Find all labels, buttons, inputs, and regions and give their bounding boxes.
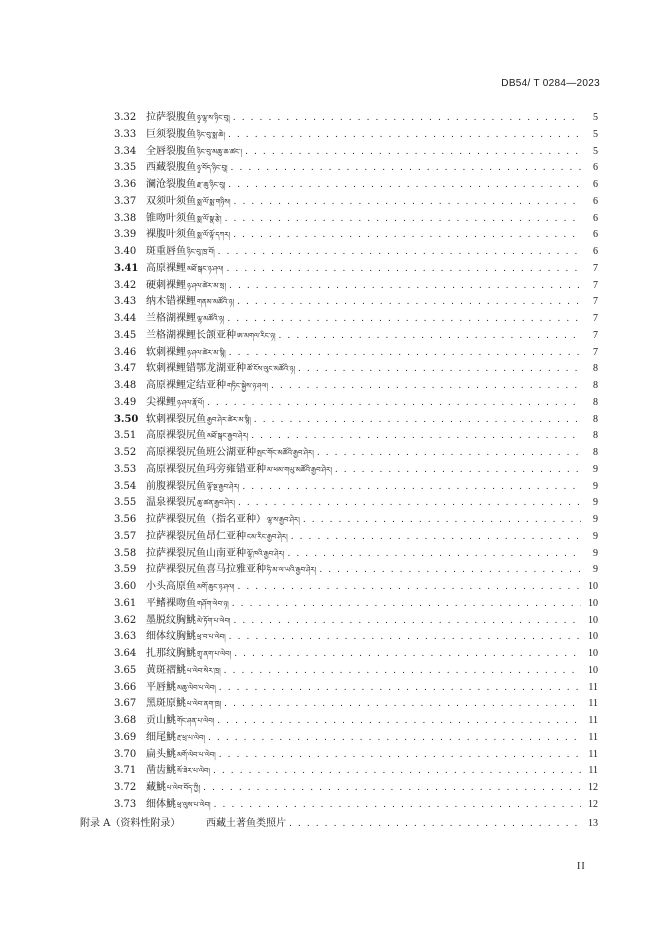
toc-entry-page: 8 [593, 396, 598, 408]
dot-leader [287, 548, 581, 560]
toc-entry-tibetan-name: སྨ་ལོ་ལྟོ་དཀར། [197, 231, 231, 240]
toc-entry-page: 10 [588, 648, 598, 659]
toc-entry-page: 5 [593, 128, 598, 140]
toc-entry-page: 6 [593, 212, 598, 224]
toc-entry-tibetan-name: མཐོ་སྒང་རྒྱབ་ཤེར། [207, 432, 249, 441]
toc-entry[interactable] [114, 175, 598, 191]
toc-entry-number: 3.55 [114, 497, 137, 509]
toc-entry-tibetan-name: ཉ་ཤལ་རྣོ་པོ། [177, 398, 204, 407]
toc-entry-page: 6 [593, 179, 598, 190]
toc-entry-page: 9 [593, 547, 598, 559]
toc-entry-title: 小头高原鱼 [146, 581, 196, 592]
toc-entry-number: 3.71 [114, 765, 137, 777]
dot-leader [219, 682, 581, 694]
toc-entry-title: 细体鮡 [146, 798, 176, 810]
dot-leader [319, 564, 581, 576]
toc-entry-tibetan-name: པ་ལེབ་བོད་ཀྱི། [167, 784, 201, 792]
toc-entry-number: 3.61 [114, 597, 137, 609]
toc-entry-title: 软刺裸裂尻鱼 [146, 413, 206, 425]
toc-entry-page: 9 [593, 564, 598, 576]
dot-leader [228, 179, 581, 191]
toc-entry-number: 3.47 [114, 363, 137, 375]
toc-entry-title: 温泉裸裂尻 [146, 497, 196, 509]
toc-entry-tibetan-name: པ་ལེབ་ནག་ཁྲ། [187, 700, 222, 709]
dot-leader [245, 146, 581, 158]
dot-leader [227, 313, 581, 325]
toc-entry-number: 3.53 [114, 463, 137, 475]
toc-entry-page: 9 [593, 530, 598, 542]
toc-entry-number: 3.37 [114, 195, 137, 207]
toc-entry-tibetan-name: ཕྲ་ལུས་པ་ལེབ། [177, 800, 211, 809]
dot-leader [214, 799, 581, 811]
toc-entry-page: 8 [593, 447, 598, 458]
toc-entry-tibetan-name: ཉ་ཤལ་ཚེར་མ་སྲ། [187, 281, 227, 290]
toc-entry[interactable] [114, 309, 598, 325]
toc-entry-tibetan-name: གཤོག་ལེབ་ཉ། [197, 599, 229, 608]
toc-entry-title: 高原裸鲤定结亚种 [146, 380, 226, 391]
toc-entry-number: 3.64 [114, 648, 137, 659]
toc-entry-tibetan-name: ཨ་མགལ་རིང་ཉ། [237, 331, 276, 340]
toc-entry-page: 6 [593, 229, 598, 241]
toc-entry-page: 5 [593, 145, 598, 157]
toc-entry[interactable] [114, 376, 598, 392]
toc-entry-page: 11 [588, 748, 598, 760]
toc-entry-title: 扁头鮡 [146, 748, 176, 760]
toc-entry[interactable] [114, 761, 598, 777]
dot-leader [251, 430, 581, 442]
toc-entry-title: 扎那纹胸鮡 [146, 648, 196, 659]
toc-entry[interactable] [114, 443, 598, 459]
toc-entry-title: 平唇鮡 [146, 681, 176, 693]
toc-entry-number: 3.58 [114, 547, 137, 559]
toc-entry-page: 5 [593, 112, 598, 123]
toc-entry-number: 3.35 [114, 162, 137, 174]
toc-entry-page: 7 [593, 329, 598, 341]
toc-entry-title: 裸腹叶须鱼 [146, 229, 196, 241]
dot-leader [234, 196, 581, 208]
toc-entry-page: 8 [593, 380, 598, 391]
dot-leader [208, 732, 581, 744]
toc-entry[interactable] [114, 577, 598, 593]
toc-entry-title: 细体纹胸鮡 [146, 631, 196, 643]
toc-entry-tibetan-name: ཉིང་བུ་མཆུ་ཆ་ཚང་། [197, 147, 243, 156]
dot-leader [237, 296, 581, 308]
toc-entry[interactable] [114, 326, 598, 342]
toc-entry-page: 8 [593, 413, 598, 425]
document-code: DB54/ T 0284—2023 [501, 78, 600, 89]
toc-entry-page: 10 [588, 581, 598, 592]
toc-entry-page: 6 [593, 246, 598, 257]
toc-entry[interactable] [114, 627, 598, 643]
toc-entry-title: 硬刺裸鲤 [146, 279, 186, 291]
toc-entry-page: 7 [593, 313, 598, 324]
toc-entry-title: 高原裸裂尻鱼班公湖亚种 [146, 447, 256, 458]
toc-entry[interactable] [114, 108, 598, 124]
toc-entry-title: 软刺裸鲤错鄂龙湖亚种 [146, 363, 246, 375]
toc-entry[interactable] [114, 544, 598, 560]
toc-entry-page: 11 [588, 698, 598, 710]
toc-entry[interactable] [114, 745, 598, 761]
toc-entry-tibetan-name: ཧི་མ་ལ་ཡའི་རྒྱབ་ཤེར། [267, 566, 317, 575]
toc-entry-tibetan-name: ཉིང་བུ་སྨ་ཆེ། [197, 130, 225, 139]
dot-leader [303, 514, 581, 526]
dot-leader [229, 347, 581, 359]
toc-entry[interactable] [114, 158, 598, 174]
toc-entry-title: 平鳍裸吻鱼 [146, 597, 196, 609]
toc-entry[interactable] [114, 343, 598, 359]
toc-entry-tibetan-name: ཉིང་བུ་ཁྲ་བོ། [187, 248, 215, 256]
toc-entry-page: 8 [593, 430, 598, 442]
toc-entry-page: 7 [593, 346, 598, 358]
toc-entry-tibetan-name: སྨ་ལོ་སྨ་གཉིས། [197, 197, 231, 206]
toc-entry-title: 高原裸裂尻鱼玛旁雍错亚种 [146, 463, 266, 475]
toc-entry-page: 6 [593, 195, 598, 207]
toc-entry-tibetan-name: མགོ་ཆུང་ཉ་ཤལ། [197, 583, 235, 591]
toc-entry-number: 3.62 [114, 614, 137, 626]
toc-entry-number: 3.56 [114, 514, 137, 525]
toc-entry-title: 藏鮡 [146, 782, 166, 793]
toc-entry[interactable] [114, 694, 598, 710]
dot-leader [228, 129, 581, 141]
dot-leader [217, 715, 581, 727]
toc-entry-number: 3.70 [114, 748, 137, 760]
toc-entry-number: 3.69 [114, 731, 137, 743]
toc-entry-tibetan-name: སྨ་ལོ་སྣ་རྩེ། [197, 214, 222, 223]
toc-entry-page: 11 [588, 731, 598, 743]
dot-leader [298, 363, 581, 375]
appendix-label: 附录 A（资料性附录） [80, 817, 181, 829]
toc-entry-number: 3.48 [114, 380, 137, 391]
toc-entry-number: 3.65 [114, 664, 137, 676]
dot-leader [224, 665, 581, 677]
dot-leader [271, 380, 581, 392]
appendix-title: 西藏土著鱼类照片 [206, 817, 286, 829]
toc-entry-page: 9 [593, 463, 598, 475]
toc-entry-page: 10 [588, 597, 598, 609]
toc-entry-number: 3.50 [114, 413, 139, 425]
toc-entry[interactable] [114, 192, 598, 208]
toc-entry-tibetan-name: རྔ་ཕྲ་པ་ལེབ། [177, 733, 205, 742]
toc-entry[interactable] [114, 393, 598, 409]
toc-entry-number: 3.46 [114, 346, 137, 358]
toc-entry[interactable] [114, 560, 598, 576]
appendix-page: 13 [588, 817, 598, 829]
toc-entry-number: 3.34 [114, 145, 137, 157]
toc-entry-number: 3.51 [114, 430, 137, 442]
toc-entry-number: 3.33 [114, 128, 137, 140]
toc-entry[interactable] [114, 661, 598, 677]
toc-entry-tibetan-name: པ་ལེབ་སེར་ཁྲ། [187, 666, 221, 675]
toc-entry-number: 3.43 [114, 296, 137, 308]
toc-entry-title: 澜沧裂腹鱼 [146, 179, 196, 190]
toc-entry-tibetan-name: རྒྱབ་ཤེར་ཚེར་མ་སྙི། [207, 415, 251, 424]
toc-entry[interactable] [114, 142, 598, 158]
dot-leader [224, 698, 581, 710]
toc-entry-title: 双须叶须鱼 [146, 195, 196, 207]
toc-entry-number: 3.54 [114, 480, 137, 492]
toc-entry-title: 拉萨裸裂尻鱼喜马拉雅亚种 [146, 564, 266, 576]
toc-entry-tibetan-name: རྫ་ཆུ་ཉིང་བུ། [197, 181, 226, 189]
toc-entry-title: 兰格湖裸鲤长颌亚种 [146, 329, 236, 341]
toc-entry-title: 贡山鮡 [146, 715, 176, 726]
dot-leader [317, 447, 581, 459]
dot-leader [207, 397, 581, 409]
toc-entry-page: 11 [588, 681, 598, 693]
toc-entry-tibetan-name: ལྷོ་ཁའི་རྒྱབ་ཤེར། [247, 549, 285, 558]
toc-entry-page: 11 [588, 765, 598, 777]
dot-leader [232, 598, 581, 610]
toc-entry-title: 西藏裂腹鱼 [146, 162, 196, 174]
toc-entry[interactable] [114, 225, 598, 241]
dot-leader [291, 531, 581, 543]
dot-leader [233, 112, 581, 124]
toc-entry-number: 3.45 [114, 329, 137, 341]
toc-entry-tibetan-name: ཚོ་ངོས་ལུང་མཚོའི་ཉ། [247, 365, 296, 374]
dot-leader [213, 765, 581, 777]
dot-leader [227, 263, 582, 275]
toc-entry-tibetan-name: ཆུ་ཚན་རྒྱབ་ཤེར། [197, 499, 235, 508]
toc-entry[interactable] [114, 477, 598, 493]
toc-entry[interactable] [114, 209, 598, 225]
toc-entry-tibetan-name: མ་ཕམ་གཡུ་མཚོའི་རྒྱབ་ཤེར། [267, 465, 332, 474]
toc-entry-tibetan-name: ལྷ་མཚོའི་ཉ། [197, 315, 225, 323]
dot-leader [231, 162, 581, 174]
toc-entry-number: 3.41 [114, 262, 139, 274]
toc-entry-title: 全唇裂腹鱼 [146, 145, 196, 157]
toc-entry-number: 3.40 [114, 246, 137, 257]
dot-leader [234, 615, 582, 627]
toc-entry-title: 纳木错裸鲤 [146, 296, 196, 308]
dot-leader [233, 229, 581, 241]
dot-leader [242, 481, 581, 493]
dot-leader [289, 818, 581, 830]
toc-entry[interactable] [114, 510, 598, 526]
toc-entry-tibetan-name: ཉ་ཤལ་ཚེར་མ་སྙི། [187, 348, 226, 357]
toc-entry-page: 7 [593, 296, 598, 308]
toc-entry[interactable] [114, 611, 598, 627]
toc-entry-number: 3.49 [114, 396, 137, 408]
toc-entry-title: 拉萨裸裂尻鱼（指名亚种） [146, 514, 266, 525]
toc-entry[interactable] [114, 778, 598, 794]
toc-entry-number: 3.59 [114, 564, 137, 576]
toc-entry-title: 墨脱纹胸鮡 [146, 614, 196, 626]
toc-entry-page: 9 [593, 497, 598, 509]
toc-entry-tibetan-name: མཐོ་སྒང་ཉ་ཤལ། [187, 264, 224, 273]
toc-entry-tibetan-name: གཏིང་སྐྱེས་ཉ་ཤལ། [227, 382, 268, 390]
toc-entry-tibetan-name: གོང་ཤན་པ་ལེབ། [177, 717, 215, 725]
toc-entry[interactable] [114, 460, 598, 476]
toc-entry-number: 3.38 [114, 212, 137, 224]
toc-appendix-entry[interactable] [80, 814, 598, 830]
toc-entry-number: 3.39 [114, 229, 137, 241]
toc-entry-title: 拉萨裸裂尻鱼昂仁亚种 [146, 530, 246, 542]
dot-leader [203, 782, 581, 794]
toc-entry-page: 7 [593, 262, 598, 274]
dot-leader [225, 213, 581, 225]
toc-entry-page: 9 [593, 514, 598, 525]
toc-entry-title: 黑斑原鮡 [146, 698, 186, 710]
toc-entry-page: 12 [588, 798, 598, 810]
dot-leader [229, 280, 581, 292]
toc-entry[interactable] [114, 276, 598, 292]
toc-entry-page: 9 [593, 480, 598, 492]
toc-entry-tibetan-name: ངམ་རིང་རྒྱབ་ཤེར། [247, 532, 288, 541]
toc-entry-title: 尖裸鲤 [146, 396, 176, 408]
toc-entry[interactable] [114, 292, 598, 308]
toc-entry-tibetan-name: ལྷ་ས་རྒྱབ་ཤེར། [267, 516, 300, 524]
toc-entry[interactable] [114, 728, 598, 744]
toc-entry-number: 3.63 [114, 631, 137, 643]
toc-entry-page: 10 [588, 631, 598, 643]
toc-entry-title: 软刺裸鲤 [146, 346, 186, 358]
toc-entry-number: 3.57 [114, 530, 137, 542]
toc-entry[interactable] [114, 259, 598, 275]
toc-entry-title: 拉萨裂腹鱼 [146, 112, 196, 123]
toc-entry-title: 兰格湖裸鲤 [146, 313, 196, 324]
toc-entry-tibetan-name: ལྟོ་སྔ་རྒྱབ་ཤེར། [207, 482, 240, 491]
toc-entry[interactable] [114, 410, 598, 426]
toc-entry-tibetan-name: ཉྭ་ལྷ་ས་ཉིང་བུ། [197, 114, 230, 122]
dot-leader [219, 749, 581, 761]
toc-entry-tibetan-name: གནམ་མཚོའི་ཉ། [197, 298, 235, 307]
toc-entry-page: 10 [588, 614, 598, 626]
toc-entry-title: 锥吻叶须鱼 [146, 212, 196, 224]
toc-entry-tibetan-name: ཉྭ་བོད་ཉིང་བུ། [197, 164, 228, 173]
dot-leader [279, 330, 582, 342]
toc-entry[interactable] [114, 125, 598, 141]
toc-entry-page: 11 [588, 715, 598, 726]
toc-entry-number: 3.32 [114, 112, 137, 123]
toc-entry-number: 3.66 [114, 681, 137, 693]
toc-entry-page: 6 [593, 162, 598, 174]
dot-leader [234, 648, 581, 660]
toc-entry-tibetan-name: སྤང་གོང་མཚོའི་རྒྱབ་ཤེར། [257, 449, 314, 457]
dot-leader [218, 246, 581, 258]
toc-entry-title: 高原裸鲤 [146, 262, 186, 274]
toc-entry[interactable] [114, 711, 598, 727]
toc-entry-title: 拉萨裸裂尻鱼山南亚种 [146, 547, 246, 559]
toc-entry-number: 3.36 [114, 179, 137, 190]
dot-leader [238, 497, 581, 509]
toc-entry-title: 前腹裸裂尻鱼 [146, 480, 206, 492]
toc-entry[interactable] [114, 644, 598, 660]
toc-entry-tibetan-name: མེ་ཏོག་པ་ལེབ། [197, 616, 231, 625]
toc-entry-title: 斑重唇鱼 [146, 246, 186, 257]
toc-entry[interactable] [114, 594, 598, 610]
toc-entry-title: 巨须裂腹鱼 [146, 128, 196, 140]
toc-entry-tibetan-name: ཕྲ་བ་པ་ལེབ། [197, 633, 226, 642]
toc-entry-page: 12 [588, 782, 598, 793]
toc-entry-number: 3.72 [114, 782, 137, 793]
toc-entry-tibetan-name: སོ་ཟེར་པ་ལེབ། [177, 767, 210, 776]
toc-entry-tibetan-name: མགོ་ལེབ་པ་ལེབ། [177, 750, 216, 759]
toc-entry-title: 黄斑褶鮡 [146, 664, 186, 676]
toc-entry-number: 3.42 [114, 279, 137, 291]
toc-entry-tibetan-name: གྲྭ་ནག་པ་ལེབ། [197, 650, 232, 658]
toc-entry[interactable] [114, 678, 598, 694]
toc-entry-number: 3.67 [114, 698, 137, 710]
page-number-footer: II [577, 861, 586, 872]
toc-entry-page: 8 [593, 363, 598, 375]
dot-leader [237, 581, 581, 593]
toc-entry[interactable] [114, 426, 598, 442]
toc-entry-number: 3.60 [114, 581, 137, 592]
toc-entry-number: 3.44 [114, 313, 137, 324]
dot-leader [254, 414, 581, 426]
toc-entry[interactable] [114, 359, 598, 375]
toc-entry[interactable] [114, 527, 598, 543]
toc-entry[interactable] [114, 242, 598, 258]
toc-entry-number: 3.68 [114, 715, 137, 726]
toc-entry[interactable] [114, 493, 598, 509]
toc-entry-number: 3.52 [114, 447, 137, 458]
toc-entry-page: 7 [593, 279, 598, 291]
dot-leader [335, 464, 581, 476]
toc-entry-number: 3.73 [114, 798, 137, 810]
toc-entry-title: 凿齿鮡 [146, 765, 176, 777]
toc-entry-title: 细尾鮡 [146, 731, 176, 743]
dot-leader [229, 631, 581, 643]
toc-entry[interactable] [114, 795, 598, 811]
toc-entry-tibetan-name: མཆུ་ལེབ་པ་ལེབ། [177, 683, 216, 692]
toc-entry-title: 高原裸裂尻鱼 [146, 430, 206, 442]
toc-entry-page: 10 [588, 664, 598, 676]
